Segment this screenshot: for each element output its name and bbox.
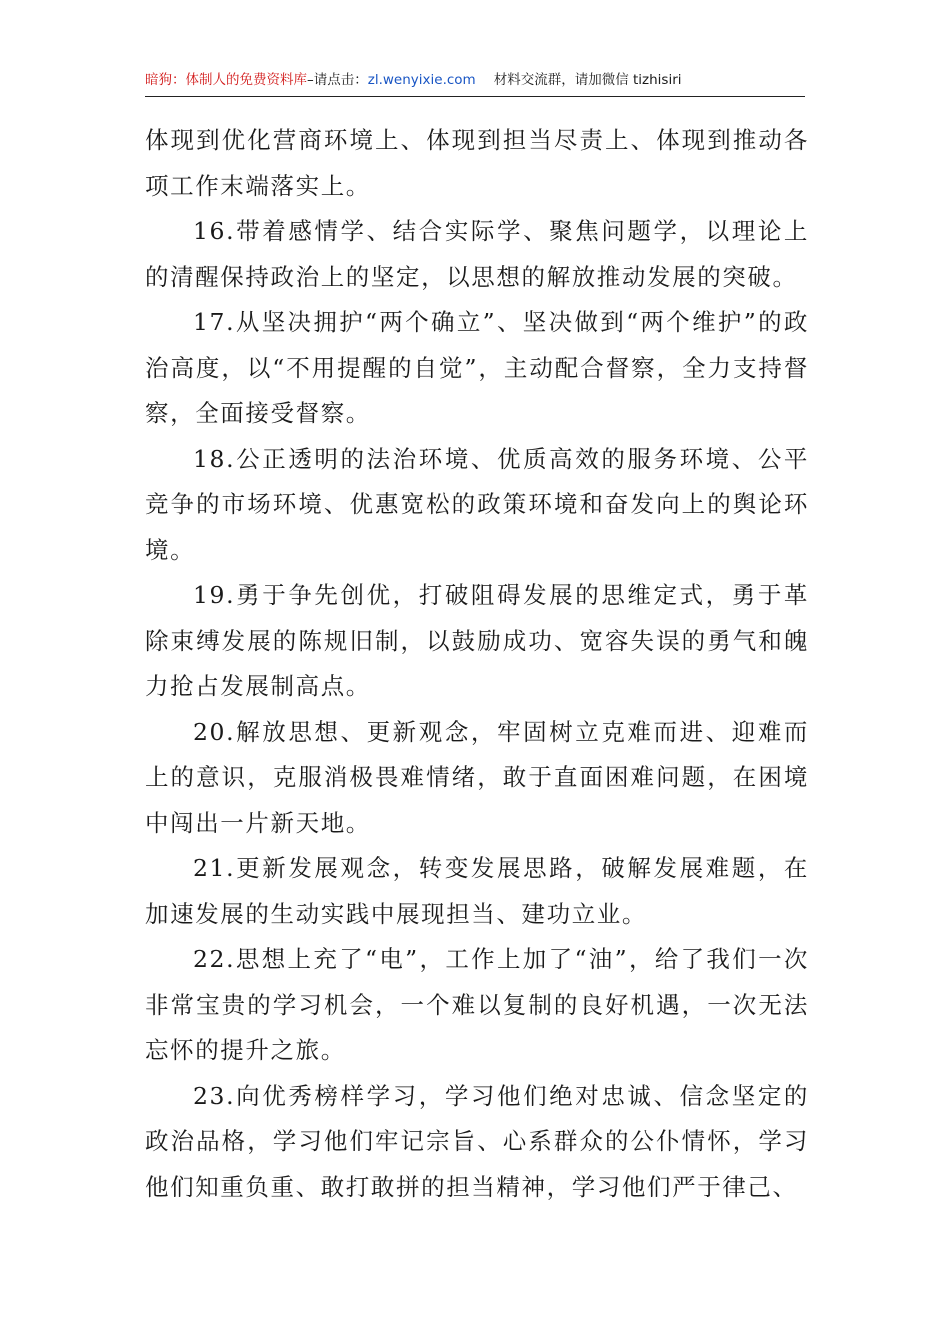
header-link[interactable]: zl.wenyixie.com: [367, 72, 476, 88]
document-body: [145, 118, 809, 1210]
paragraph-17: 17.从坚决拥护“两个确立”、坚决做到“两个维护”的政治高度，以“不用提醒的自觉”，主动配合督察，全力支持督察，全面接受督察。: [145, 308, 809, 427]
paragraph-continuation: 体现到优化营商环境上、体现到担当尽责上、体现到推动各项工作末端落实上。: [145, 126, 809, 200]
paragraph-22: 22.思想上充了“电”，工作上加了“油”，给了我们一次非常宝贵的学习机会，一个难以复制的良好机遇，一次无法忘怀的提升之旅。: [145, 945, 809, 1064]
paragraph-21: 21.更新发展观念，转变发展思路，破解发展难题，在加速发展的生动实践中展现担当、建功立业。: [145, 854, 809, 928]
header-prompt: –请点击：: [307, 72, 368, 88]
page-header: [145, 70, 805, 97]
paragraph-16: 16.带着感情学、结合实际学、聚焦问题学，以理论上的清醒保持政治上的坚定，以思想的解放推动发展的突破。: [145, 217, 809, 291]
paragraph-19: 19.勇于争先创优，打破阻碍发展的思维定式，勇于革除束缚发展的陈规旧制，以鼓励成功、宽容失误的勇气和魄力抢占发展制高点。: [145, 581, 809, 700]
paragraph-18: 18.公正透明的法治环境、优质高效的服务环境、公平竞争的市场环境、优惠宽松的政策环境和奋发向上的舆论环境。: [145, 444, 809, 564]
paragraph-20: 20.解放思想、更新观念，牢固树立克难而进、迎难而上的意识，克服消极畏难情绪，敢于直面困难问题，在困境中闯出一片新天地。: [145, 717, 809, 837]
paragraph-23: 23.向优秀榜样学习，学习他们绝对忠诚、信念坚定的政治品格，学习他们牢记宗旨、心系群众的公仆情怀，学习他们知重负重、敢打敢拼的担当精神，学习他们严于律己、: [145, 1081, 809, 1201]
header-note: 材料交流群，请加微信 tizhisiri: [493, 72, 682, 88]
header-brand: 暗狗：体制人的免费资料库: [145, 72, 307, 88]
